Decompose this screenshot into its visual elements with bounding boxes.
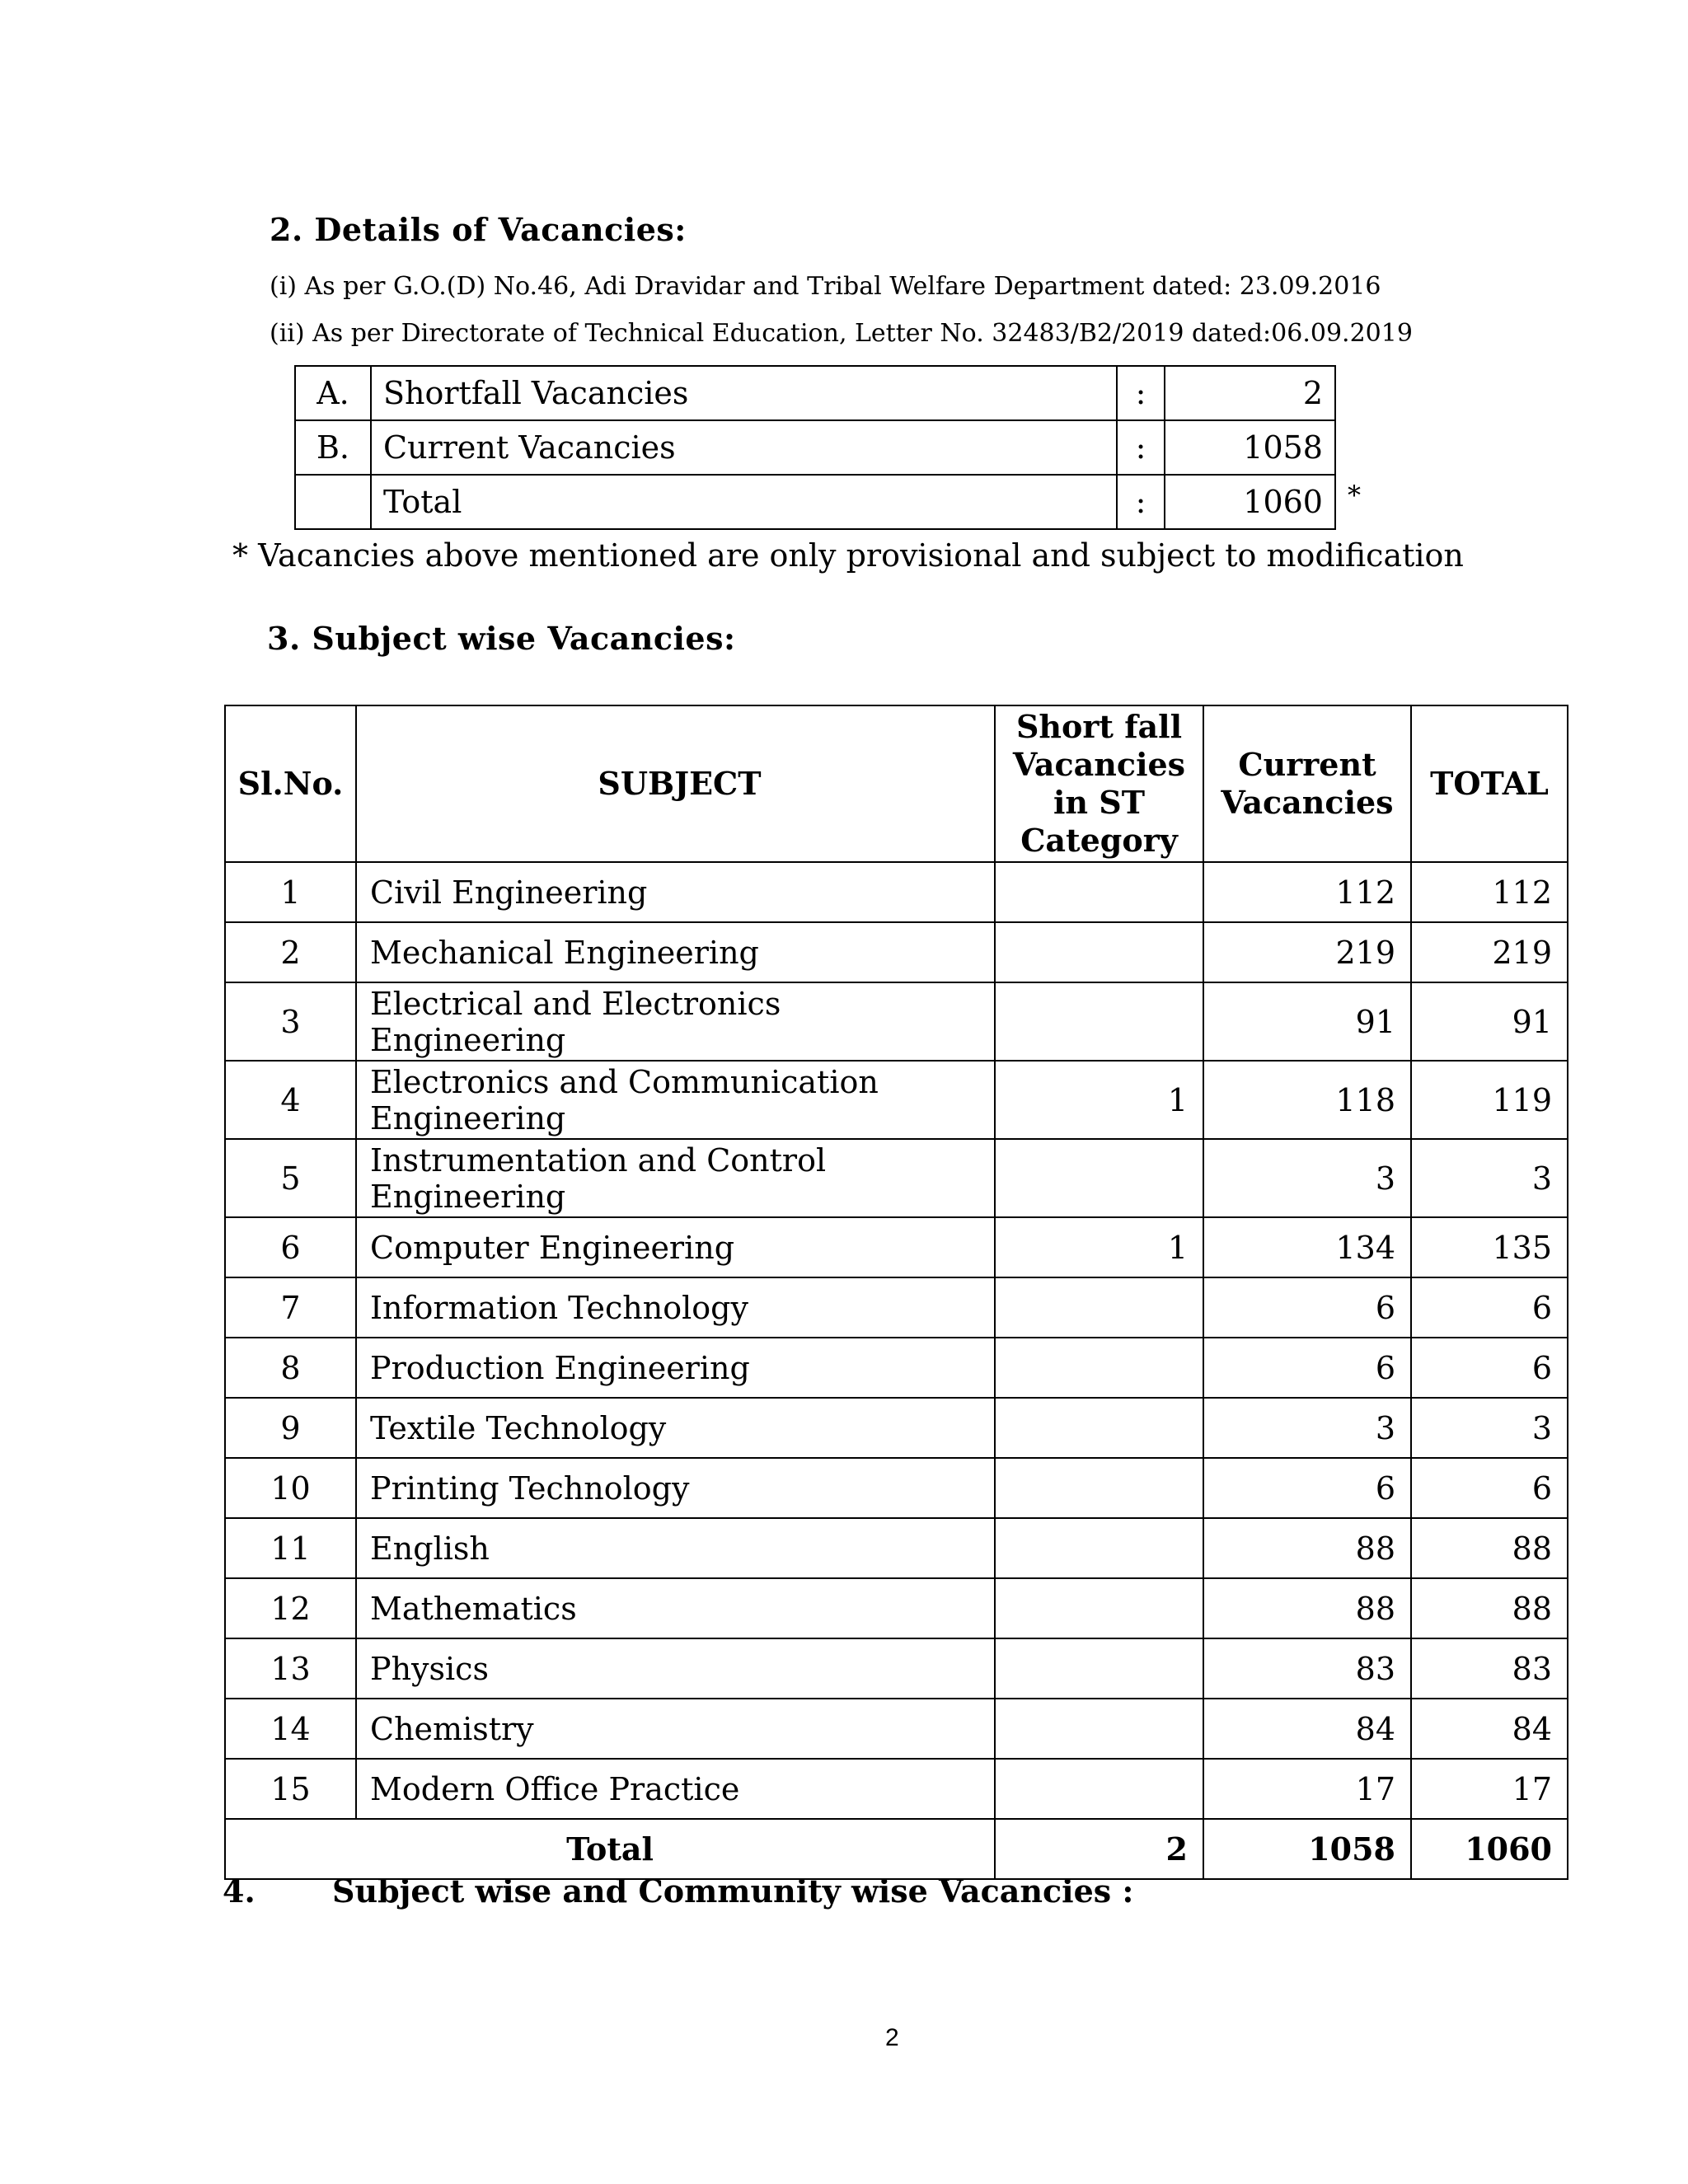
cell-total: 83: [1411, 1638, 1568, 1699]
cell-current: 6: [1203, 1338, 1411, 1398]
cell-subject: Chemistry: [356, 1699, 995, 1759]
table-row: [225, 1759, 1568, 1819]
table-row: [225, 1139, 1568, 1217]
cell-sl-no: 3: [225, 982, 356, 1061]
cell-shortfall: [995, 1338, 1203, 1398]
cell-current: 17: [1203, 1759, 1411, 1819]
cell-subject: English: [356, 1518, 995, 1578]
total-total: 1060: [1411, 1819, 1568, 1879]
table-row: [225, 1277, 1568, 1338]
cell-current: 134: [1203, 1217, 1411, 1277]
cell-shortfall: 1: [995, 1061, 1203, 1139]
cell-current: 91: [1203, 982, 1411, 1061]
cell-shortfall: [995, 922, 1203, 982]
table-row: [225, 1699, 1568, 1759]
cell-shortfall: [995, 1578, 1203, 1638]
cell-sl-no: 9: [225, 1398, 356, 1458]
header-current: Current Vacancies: [1203, 705, 1411, 862]
cell-total: 88: [1411, 1578, 1568, 1638]
total-label: Total: [225, 1819, 995, 1879]
total-shortfall: 2: [995, 1819, 1203, 1879]
section2-note-2: (ii) As per Directorate of Technical Education, Letter No. 32483/B2/2019 dated:06.09.2019: [270, 319, 1413, 348]
cell-sl-no: 13: [225, 1638, 356, 1699]
summary-label: A.: [295, 366, 371, 420]
table-row: [225, 1638, 1568, 1699]
cell-shortfall: [995, 862, 1203, 922]
summary-colon: :: [1117, 420, 1165, 475]
cell-shortfall: [995, 1458, 1203, 1518]
cell-current: 219: [1203, 922, 1411, 982]
cell-total: 6: [1411, 1338, 1568, 1398]
cell-subject: Mechanical Engineering: [356, 922, 995, 982]
cell-sl-no: 2: [225, 922, 356, 982]
cell-sl-no: 8: [225, 1338, 356, 1398]
cell-subject: Information Technology: [356, 1277, 995, 1338]
summary-label: [295, 475, 371, 529]
table-row: [225, 1458, 1568, 1518]
summary-row: [295, 366, 1335, 420]
cell-shortfall: [995, 1139, 1203, 1217]
summary-desc: Current Vacancies: [371, 420, 1117, 475]
provisional-footnote: * Vacancies above mentioned are only provisional and subject to modification: [232, 537, 1464, 574]
cell-shortfall: [995, 1398, 1203, 1458]
cell-current: 88: [1203, 1518, 1411, 1578]
cell-sl-no: 1: [225, 862, 356, 922]
summary-row: [295, 420, 1335, 475]
header-subject: SUBJECT: [356, 705, 995, 862]
cell-sl-no: 7: [225, 1277, 356, 1338]
section2-heading: 2. Details of Vacancies:: [270, 211, 687, 248]
table-row: [225, 1061, 1568, 1139]
cell-subject: Instrumentation and Control Engineering: [356, 1139, 995, 1217]
section3-heading: 3. Subject wise Vacancies:: [267, 620, 736, 657]
cell-total: 84: [1411, 1699, 1568, 1759]
cell-current: 3: [1203, 1398, 1411, 1458]
total-row: [225, 1819, 1568, 1879]
cell-sl-no: 6: [225, 1217, 356, 1277]
cell-shortfall: [995, 1277, 1203, 1338]
table-row: [225, 982, 1568, 1061]
header-sl-no: Sl.No.: [225, 705, 356, 862]
cell-sl-no: 11: [225, 1518, 356, 1578]
cell-sl-no: 14: [225, 1699, 356, 1759]
summary-value: 1058: [1165, 420, 1335, 475]
table-row: [225, 1398, 1568, 1458]
cell-subject: Textile Technology: [356, 1398, 995, 1458]
cell-subject: Civil Engineering: [356, 862, 995, 922]
cell-total: 119: [1411, 1061, 1568, 1139]
summary-colon: :: [1117, 475, 1165, 529]
cell-total: 91: [1411, 982, 1568, 1061]
cell-total: 3: [1411, 1398, 1568, 1458]
cell-sl-no: 12: [225, 1578, 356, 1638]
cell-subject: Electronics and Communication Engineering: [356, 1061, 995, 1139]
cell-sl-no: 15: [225, 1759, 356, 1819]
cell-subject: Production Engineering: [356, 1338, 995, 1398]
header-shortfall: Short fall Vacancies in ST Category: [995, 705, 1203, 862]
summary-desc: Shortfall Vacancies: [371, 366, 1117, 420]
subject-vacancies-table: [224, 705, 1568, 1880]
cell-shortfall: [995, 1638, 1203, 1699]
summary-row: [295, 475, 1335, 529]
table-header-row: [225, 705, 1568, 862]
cell-total: 219: [1411, 922, 1568, 982]
section2-note-1: (i) As per G.O.(D) No.46, Adi Dravidar and Tribal Welfare Department dated: 23.09.2016: [270, 272, 1381, 301]
cell-total: 3: [1411, 1139, 1568, 1217]
table-row: [225, 862, 1568, 922]
cell-subject: Computer Engineering: [356, 1217, 995, 1277]
page-number: 2: [885, 2024, 899, 2051]
cell-subject: Electrical and Electronics Engineering: [356, 982, 995, 1061]
cell-subject: Mathematics: [356, 1578, 995, 1638]
cell-subject: Physics: [356, 1638, 995, 1699]
cell-subject: Printing Technology: [356, 1458, 995, 1518]
cell-total: 6: [1411, 1277, 1568, 1338]
cell-sl-no: 10: [225, 1458, 356, 1518]
cell-shortfall: [995, 1518, 1203, 1578]
cell-current: 118: [1203, 1061, 1411, 1139]
cell-current: 88: [1203, 1578, 1411, 1638]
cell-shortfall: [995, 1759, 1203, 1819]
cell-shortfall: [995, 982, 1203, 1061]
cell-total: 112: [1411, 862, 1568, 922]
cell-current: 84: [1203, 1699, 1411, 1759]
cell-sl-no: 5: [225, 1139, 356, 1217]
section4-heading: Subject wise and Community wise Vacancies :: [332, 1872, 1134, 1910]
vacancy-summary-table: [294, 365, 1336, 530]
section4-number: 4.: [223, 1872, 256, 1910]
table-row: [225, 922, 1568, 982]
cell-total: 135: [1411, 1217, 1568, 1277]
total-current: 1058: [1203, 1819, 1411, 1879]
cell-sl-no: 4: [225, 1061, 356, 1139]
table-row: [225, 1518, 1568, 1578]
cell-total: 88: [1411, 1518, 1568, 1578]
cell-subject: Modern Office Practice: [356, 1759, 995, 1819]
summary-colon: :: [1117, 366, 1165, 420]
cell-total: 17: [1411, 1759, 1568, 1819]
summary-desc: Total: [371, 475, 1117, 529]
summary-value: 2: [1165, 366, 1335, 420]
summary-value: 1060: [1165, 475, 1335, 529]
table-row: [225, 1578, 1568, 1638]
cell-current: 112: [1203, 862, 1411, 922]
cell-current: 3: [1203, 1139, 1411, 1217]
asterisk-mark: *: [1348, 480, 1361, 511]
cell-shortfall: [995, 1699, 1203, 1759]
table-row: [225, 1217, 1568, 1277]
header-total: TOTAL: [1411, 705, 1568, 862]
cell-current: 83: [1203, 1638, 1411, 1699]
table-row: [225, 1338, 1568, 1398]
cell-current: 6: [1203, 1458, 1411, 1518]
cell-current: 6: [1203, 1277, 1411, 1338]
summary-label: B.: [295, 420, 371, 475]
cell-total: 6: [1411, 1458, 1568, 1518]
cell-shortfall: 1: [995, 1217, 1203, 1277]
